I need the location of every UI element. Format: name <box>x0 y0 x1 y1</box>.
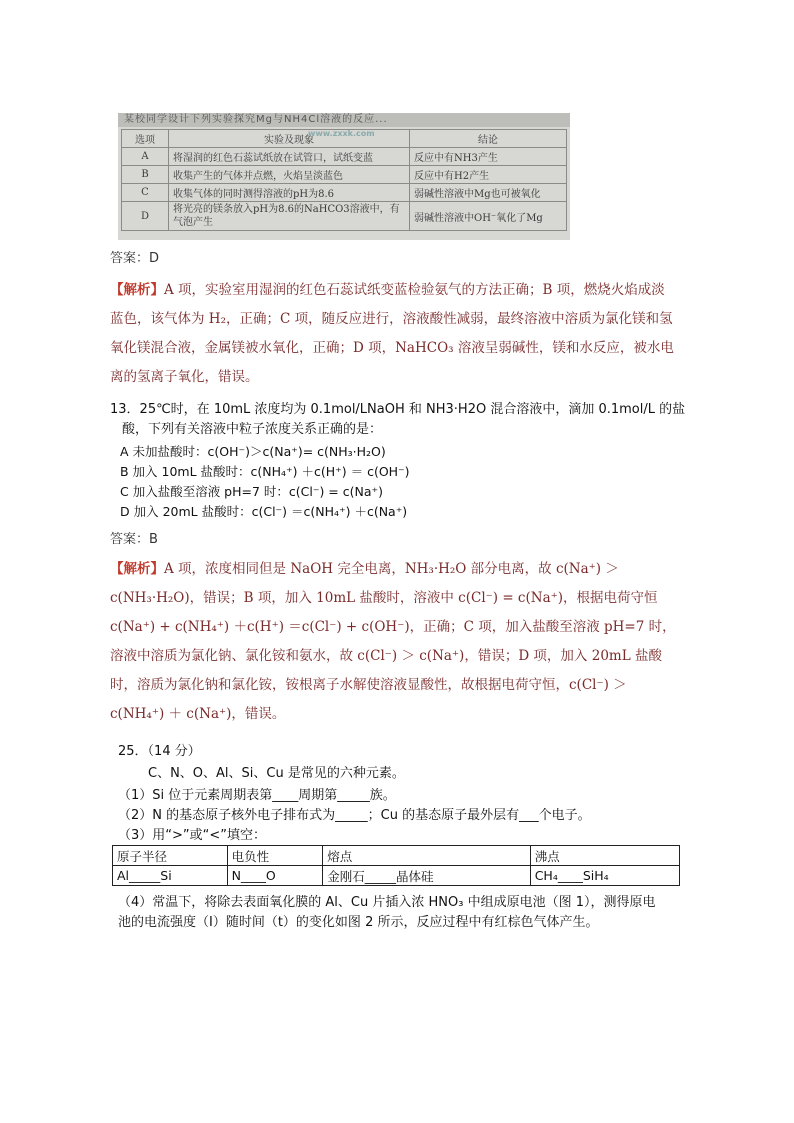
option-c: C 加入盐酸至溶液 pH=7 时：c(Cl⁻) = c(Na⁺) <box>120 484 383 499</box>
question-13-line2: 酸，下列有关溶液中粒子浓度关系正确的是： <box>122 422 383 437</box>
question-13-stem <box>110 400 690 440</box>
question-25-part3: （3）用“>”或“<”填空： <box>118 828 266 843</box>
cell-conclusion: 反应中有H2产生 <box>410 166 567 184</box>
cell-experiment: 收集产生的气体并点燃，火焰呈淡蓝色 <box>169 166 410 184</box>
header-boiling-point: 沸点 <box>530 846 679 866</box>
cell-boiling-point: CH₄____SiH₄ <box>530 866 679 886</box>
header-atomic-radius: 原子半径 <box>113 846 228 866</box>
option-a: A 未加盐酸时：c(OH⁻)＞c(Na⁺)= c(NH₃·H₂O) <box>120 444 386 459</box>
table-row <box>122 148 567 166</box>
watermark-text: www.zxxk.com <box>308 129 375 138</box>
cell-conclusion: 反应中有NH3产生 <box>410 148 567 166</box>
table-row <box>122 202 567 231</box>
scanned-header-blur: 某校同学设计下列实验探究Mg与NH4Cl溶液的反应... <box>118 113 570 127</box>
option-b: B 加入 10mL 盐酸时：c(NH₄⁺) ＋c(H⁺) ＝ c(OH⁻) <box>120 464 410 479</box>
header-melting-point: 熔点 <box>323 846 530 866</box>
analysis-text: A 项，浓度相同但是 NaOH 完全电离，NH₃·H₂O 部分电离，故 c(Na⁺) ＞ c(NH₃·H₂O)，错误；B 项，加入 10mL 盐酸时，溶液中 c(Cl⁻) = c(Na⁺)，根据电荷守恒 c(Na⁺) + c(NH₄⁺) ＋c(H⁺) ＝c(Cl⁻) + c(OH⁻)，正确；C 项，加入盐酸至溶液 pH=7 时，溶液中溶质为氯化钠、氯化铵和氨水，故 c(Cl⁻) ＞ c(Na⁺)，错误；D 项，加入 20mL 盐酸时，溶质为氯化钠和氯化铵，铵根离子水解使溶液显酸性，故根据电荷守恒，c(Cl⁻) ＞c(NH₄⁺) ＋ c(Na⁺)，错误。 <box>110 561 676 722</box>
cell-atomic-radius: Al_____Si <box>113 866 228 886</box>
table-row <box>122 166 567 184</box>
analysis-text: A 项，实验室用湿润的红色石蕊试纸变蓝检验氨气的方法正确；B 项，燃烧火焰成淡蓝色，该气体为 H₂，正确；C 项，随反应进行，溶液酸性减弱，最终溶液中溶质为氯化镁和氢氧化镁混合液，金属镁被水氧化，正确；D 项，NaHCO₃ 溶液呈弱碱性，镁和水反应，被水电离的氢离子氧化，错误。 <box>110 282 674 385</box>
col-option: 选项 <box>122 130 169 148</box>
table-row <box>113 866 680 886</box>
question-25-part2: （2）N 的基态原子核外电子排布式为_____；Cu 的基态原子最外层有___个电子。 <box>118 808 591 823</box>
answer-1: 答案：D <box>110 251 160 266</box>
experiment-table <box>121 129 567 231</box>
answer-2: 答案：B <box>110 532 158 547</box>
cell-conclusion: 弱碱性溶液中OH⁻氧化了Mg <box>410 202 567 231</box>
table-row <box>122 184 567 202</box>
header-electronegativity: 电负性 <box>227 846 323 866</box>
question-25-part4-line1: （4）常温下，将除去表面氧化膜的 Al、Cu 片插入浓 HNO₃ 中组成原电池（图 1），测得原电 <box>118 895 656 910</box>
analysis-tag: 【解析】 <box>110 282 164 298</box>
table-header-row <box>113 846 680 866</box>
question-25-part4-line2: 池的电流强度（I）随时间（t）的变化如图 2 所示，反应过程中有红棕色气体产生。 <box>118 915 599 930</box>
cell-experiment: 将光亮的镁条放入pH为8.6的NaHCO3溶液中，有气泡产生 <box>169 202 410 231</box>
comparison-table <box>112 845 680 886</box>
question-25-title: 25．（14 分） <box>118 744 201 759</box>
cell-experiment: 收集气体的同时测得溶液的pH为8.6 <box>169 184 410 202</box>
cell-option: A <box>122 148 169 166</box>
cell-option: B <box>122 166 169 184</box>
cell-option: C <box>122 184 169 202</box>
question-13-line1: 13．25℃时，在 10mL 浓度均为 0.1mol/LNaOH 和 NH3·H2O 混合溶液中，滴加 0.1mol/L 的盐 <box>110 402 686 417</box>
analysis-2 <box>110 555 678 729</box>
cell-melting-point: 金刚石_____晶体硅 <box>323 866 530 886</box>
question-25-intro: C、N、O、Al、Si、Cu 是常见的六种元素。 <box>148 766 405 781</box>
analysis-tag: 【解析】 <box>110 561 164 577</box>
cell-conclusion: 弱碱性溶液中Mg也可被氧化 <box>410 184 567 202</box>
cell-experiment: 将湿润的红色石蕊试纸放在试管口，试纸变蓝 <box>169 148 410 166</box>
scanned-table-image <box>118 113 570 240</box>
option-d: D 加入 20mL 盐酸时：c(Cl⁻) ＝c(NH₄⁺) ＋c(Na⁺) <box>120 504 408 519</box>
col-conclusion: 结论 <box>410 130 567 148</box>
analysis-1 <box>110 276 678 392</box>
cell-electronegativity: N____O <box>227 866 323 886</box>
cell-option: D <box>122 202 169 231</box>
question-25-part1: （1）Si 位于元素周期表第____周期第_____族。 <box>118 788 396 803</box>
col-experiment: 实验及现象 <box>169 130 410 148</box>
